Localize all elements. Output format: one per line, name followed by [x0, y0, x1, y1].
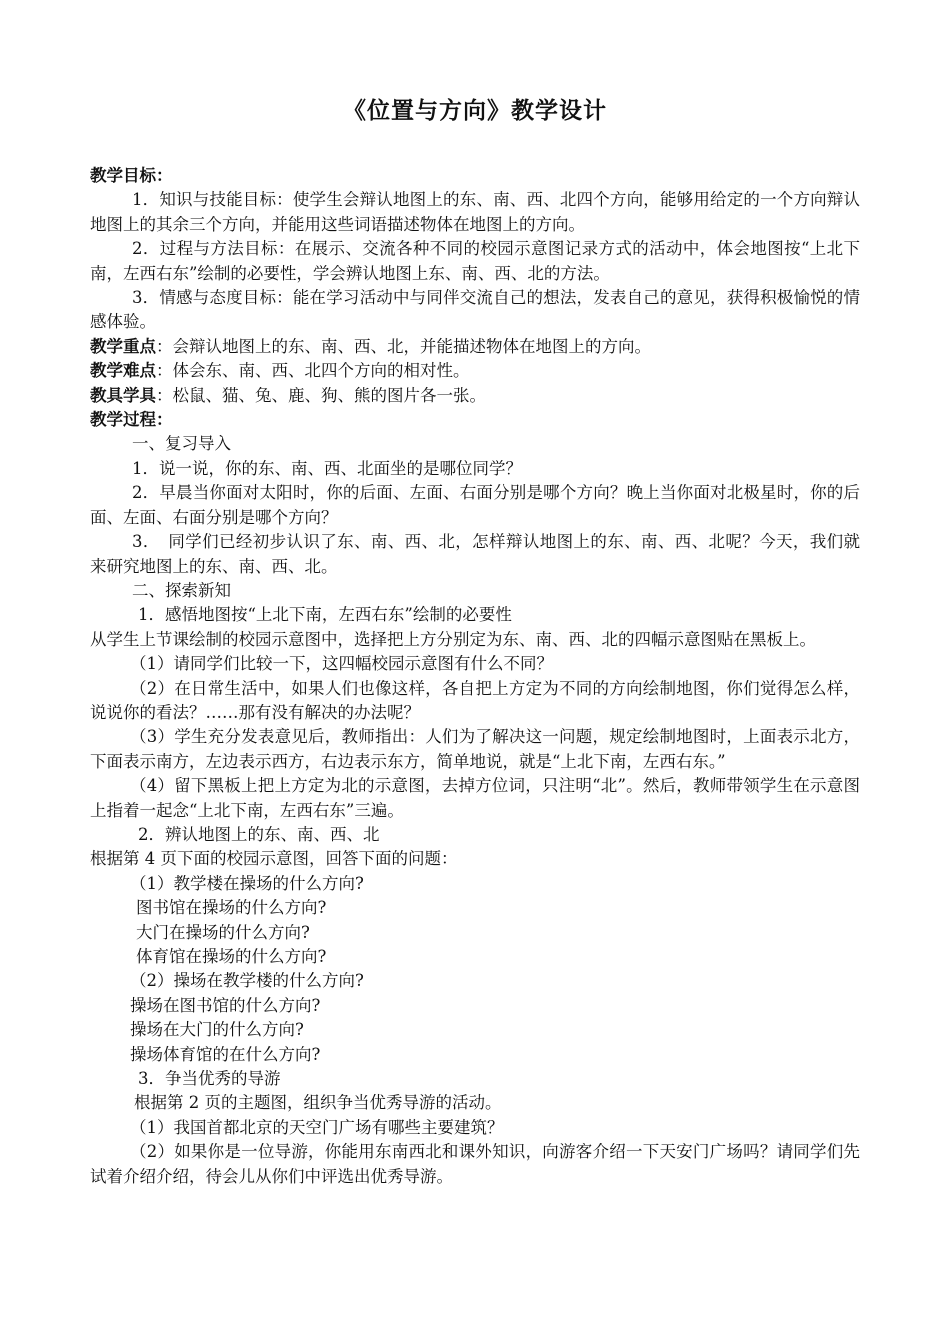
discussion-item: （1）请同学们比较一下，这四幅校园示意图有什么不同？	[130, 654, 553, 674]
tools-line	[90, 384, 860, 408]
subsection-title: 2．辨认地图上的东、南、西、北	[138, 824, 380, 844]
question: （1）教学楼在操场的什么方向?	[130, 873, 364, 893]
guide-item: （2）如果你是一位导游，你能用东南西北和课外知识，向游客介绍一下天安门广场吗？请同学们先试着介绍介绍，待会儿从你们中评选出优秀导游。	[90, 1142, 860, 1186]
process-heading: 教学过程：	[90, 410, 173, 430]
objective-item: 3．情感与态度目标：能在学习活动中与同伴交流自己的想法，发表自己的意见，获得积极愉悦的情感体验。	[90, 288, 860, 332]
difficulty-label: 教学难点	[90, 361, 156, 381]
section-title: 二、探索新知	[132, 580, 231, 600]
subsection-intro: 根据第 4 页下面的校园示意图，回答下面的问题：	[90, 849, 458, 869]
key-point-label: 教学重点	[90, 336, 156, 356]
subsection-title: 3．争当优秀的导游	[138, 1069, 281, 1089]
discussion-item: （4）留下黑板上把上方定为北的示意图，去掉方位词，只注明“北”。然后，教师带领学生在示意图上指着一起念“上北下南，左西右东”三遍。	[90, 776, 860, 820]
difficulty-text: ：体会东、南、西、北四个方向的相对性。	[156, 361, 470, 381]
key-point-line	[90, 335, 860, 359]
difficulty-line	[90, 359, 860, 383]
subsection-title: 1．感悟地图按“上北下南，左西右东”绘制的必要性	[138, 605, 512, 625]
sub-question: 体育馆在操场的什么方向?	[136, 947, 327, 966]
objective-item: 1．知识与技能目标：使学生会辩认地图上的东、南、西、北四个方向，能够用给定的一个方向辩认地图上的其余三个方向，并能用这些词语描述物体在地图上的方向。	[90, 190, 860, 234]
tools-text: ：松鼠、猫、兔、鹿、狗、熊的图片各一张。	[156, 385, 486, 405]
document-page	[90, 96, 860, 1189]
objectives-heading: 教学目标：	[90, 166, 173, 185]
review-item: 1．说一说，你的东、南、西、北面坐的是哪位同学？	[132, 458, 522, 478]
sub-question: 大门在操场的什么方向?	[136, 922, 310, 942]
objective-item: 2．过程与方法目标：在展示、交流各种不同的校园示意图记录方式的活动中，体会地图按“上北下南，左西右东”绘制的必要性，学会辨认地图上东、南、西、北的方法。	[90, 239, 860, 283]
question: （2）操场在教学楼的什么方向?	[130, 971, 364, 991]
key-point-text: ：会辩认地图上的东、南、西、北，并能描述物体在地图上的方向。	[156, 336, 651, 356]
sub-question: 操场在大门的什么方向?	[130, 1020, 304, 1040]
subsection-intro: 从学生上节课绘制的校园示意图中，选择把上方分别定为东、南、西、北的四幅示意图贴在黑板上。	[90, 629, 816, 649]
review-item: 2．早晨当你面对太阳时，你的后面、左面、右面分别是哪个方向？晚上当你面对北极星时，你的后面、左面、右面分别是哪个方向？	[90, 483, 860, 527]
sub-question: 操场在图书馆的什么方向?	[130, 995, 321, 1015]
discussion-item: （3）学生充分发表意见后，教师指出：人们为了解决这一问题，规定绘制地图时，上面表示北方，下面表示南方，左边表示西方，右边表示东方，简单地说，就是“上北下南，左西右东。”	[90, 727, 860, 771]
document-title: 《位置与方向》教学设计	[343, 98, 607, 124]
review-item: 3． 同学们已经初步认识了东、南、西、北，怎样辩认地图上的东、南、西、北呢？今天，我们就来研究地图上的东、南、西、北。	[90, 532, 860, 576]
sub-question: 操场体育馆的在什么方向?	[130, 1044, 321, 1064]
sub-question: 图书馆在操场的什么方向?	[136, 898, 327, 918]
tools-label: 教具学具	[90, 385, 156, 405]
subsection-intro: 根据第 2 页的主题图，组织争当优秀导游的活动。	[134, 1093, 502, 1113]
section-title: 一、复习导入	[132, 434, 231, 454]
discussion-item: （2）在日常生活中，如果人们也像这样，各自把上方定为不同的方向绘制地图，你们觉得怎么样，说说你的看法？……那有没有解决的办法呢？	[90, 678, 860, 722]
guide-item: （1）我国首都北京的天空门广场有哪些主要建筑？	[130, 1117, 504, 1137]
